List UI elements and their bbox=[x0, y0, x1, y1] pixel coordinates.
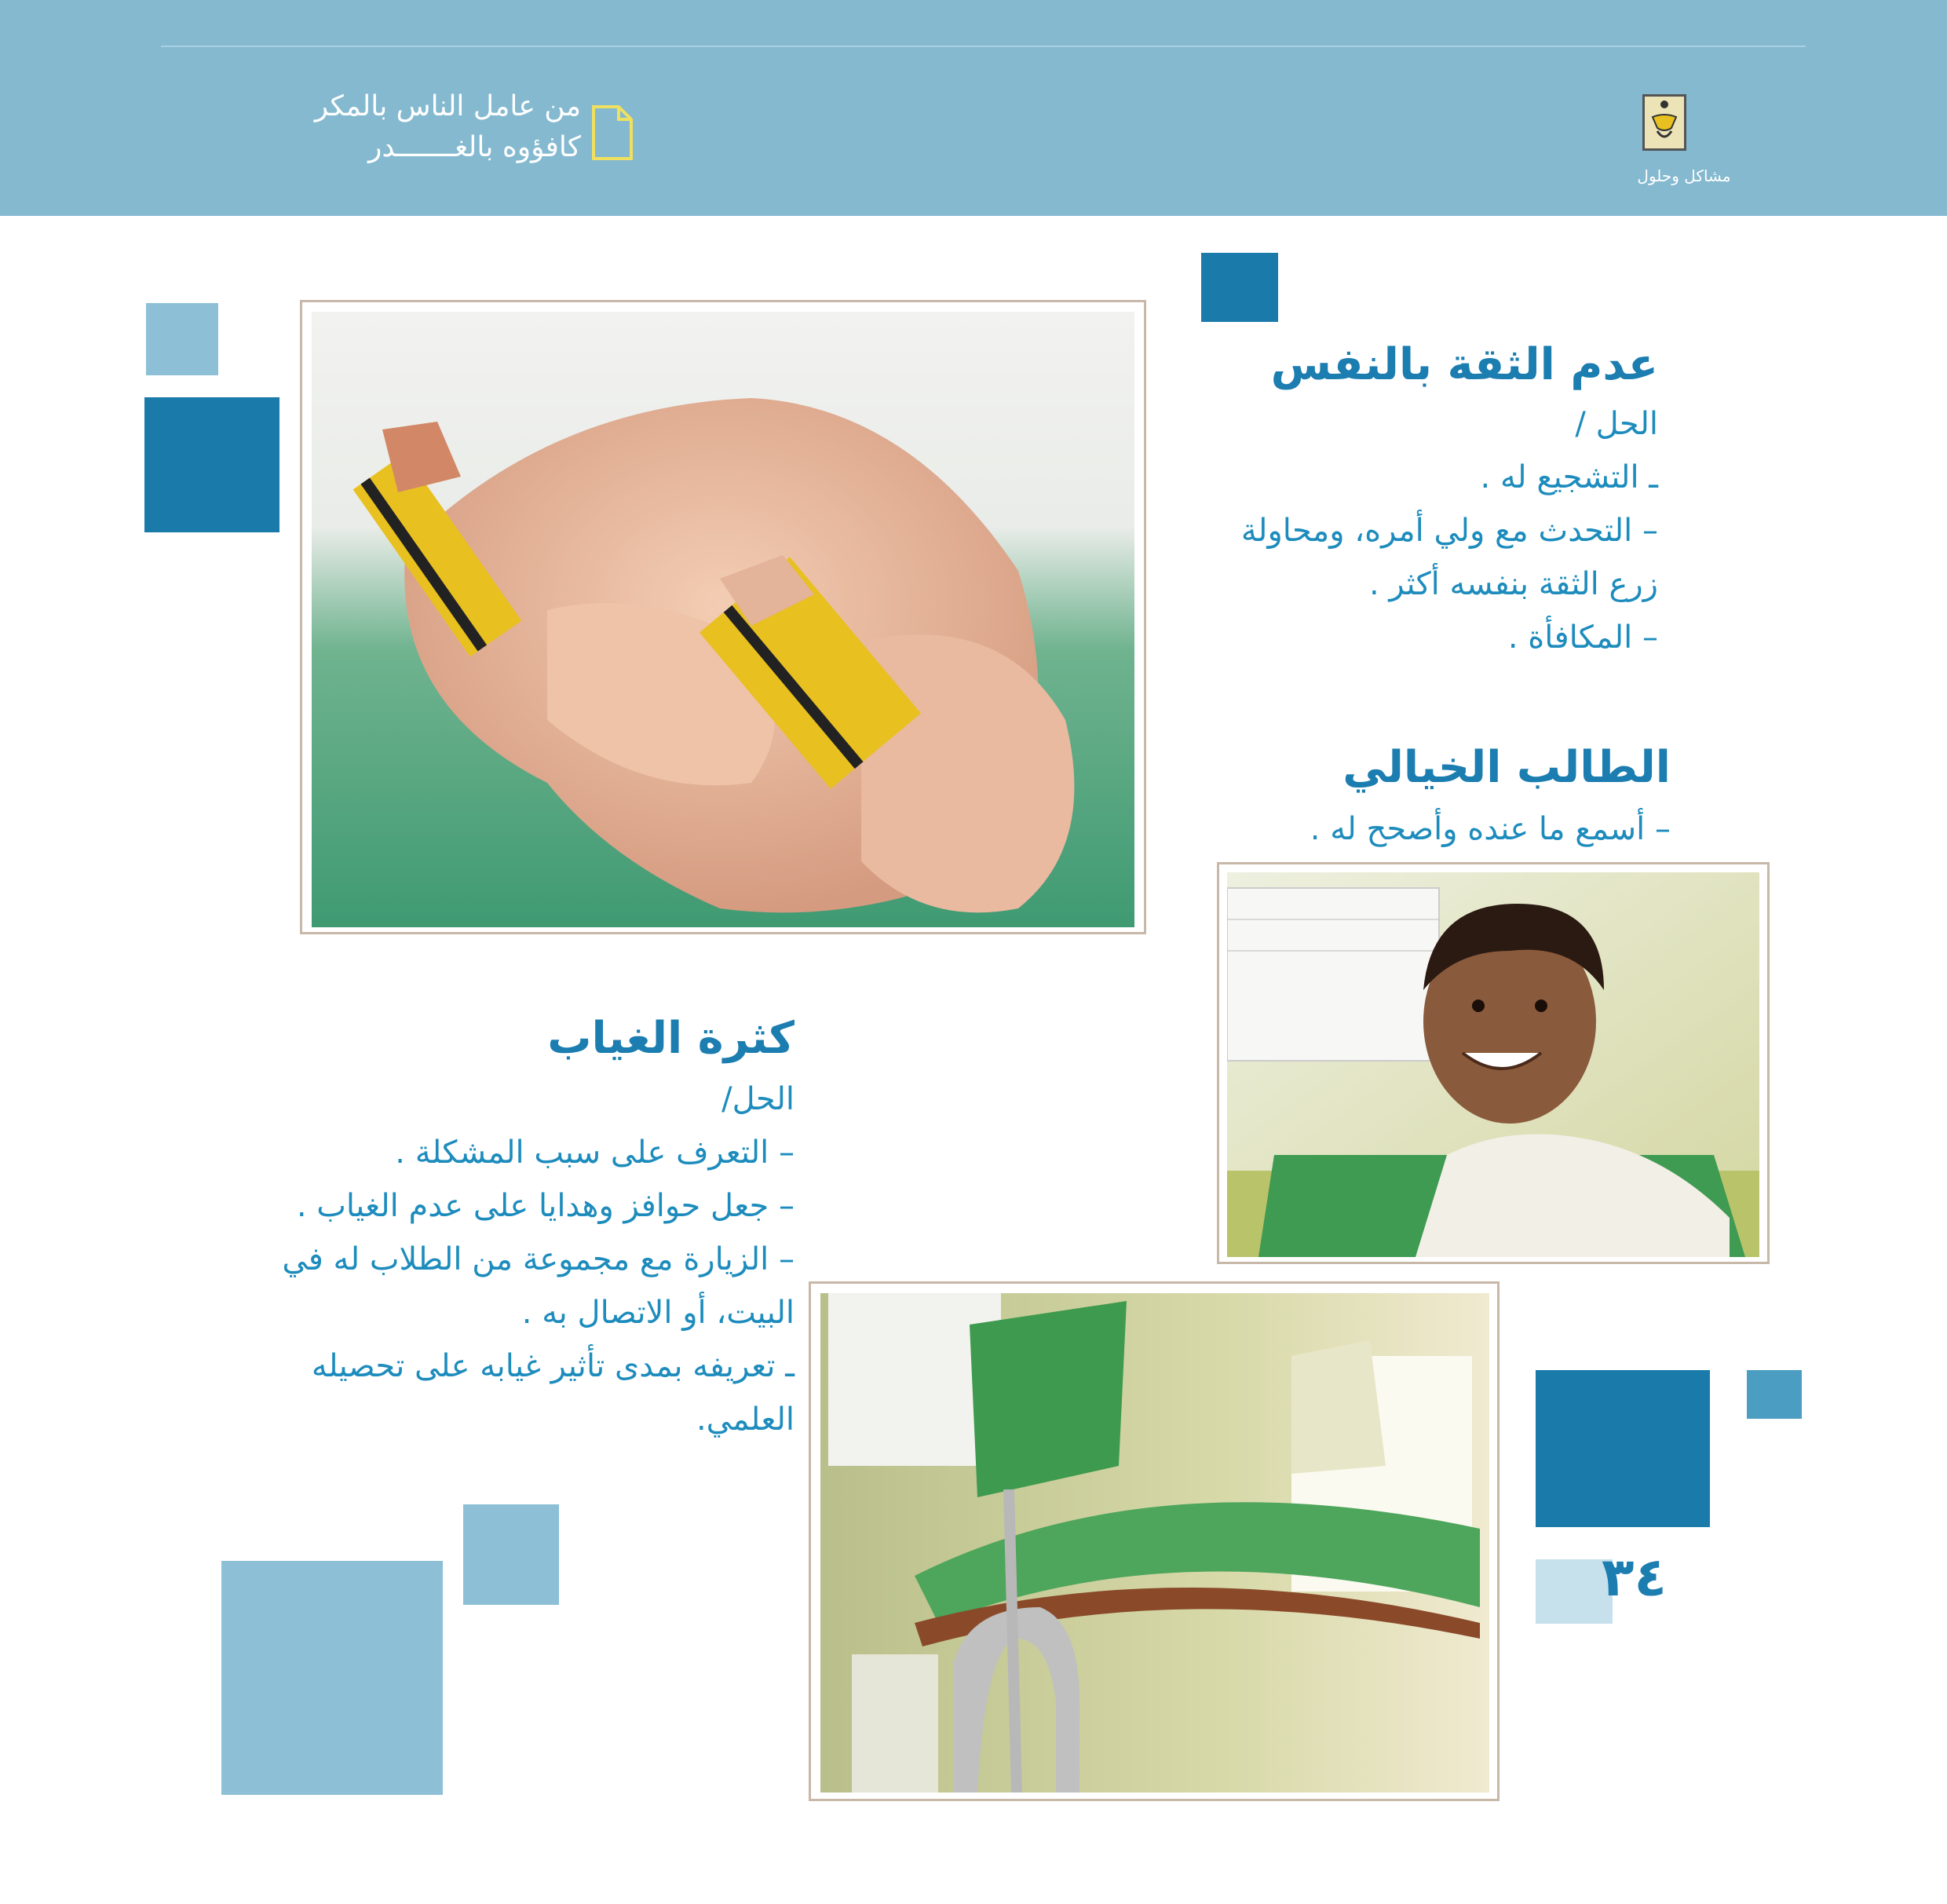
list-item: زرع الثقة بنفسه أكثر . bbox=[1369, 566, 1658, 602]
classroom-photo-image bbox=[820, 1293, 1489, 1793]
section-title-imaginary-student: الطالب الخيالي bbox=[1342, 742, 1671, 793]
document-icon bbox=[590, 104, 634, 162]
list-item: – التحدث مع ولي أمره، ومحاولة bbox=[1240, 513, 1658, 549]
list-item: – أسمع ما عنده وأصحح له . bbox=[1310, 811, 1671, 847]
list-item: – الزيارة مع مجموعة من الطلاب له في bbox=[282, 1241, 795, 1277]
list-item: – التعرف على سبب المشكلة . bbox=[395, 1135, 795, 1171]
pencil-photo-image bbox=[312, 312, 1134, 927]
list-item: – جعل حوافز وهدايا على عدم الغياب . bbox=[296, 1188, 795, 1224]
solution-label: الحل/ bbox=[721, 1081, 795, 1117]
deco-square bbox=[146, 303, 218, 375]
section-absence-body bbox=[282, 1073, 795, 1446]
header-divider bbox=[161, 46, 1806, 47]
solution-label: الحل / bbox=[1575, 406, 1658, 442]
pencil-photo bbox=[300, 300, 1146, 934]
list-item: العلمي. bbox=[696, 1402, 795, 1438]
logo-icon bbox=[1642, 94, 1686, 151]
logo-label: مشاكل وحلول bbox=[1637, 166, 1731, 185]
deco-square bbox=[1747, 1370, 1802, 1419]
section-self-confidence-body bbox=[1241, 397, 1658, 664]
section-imaginary-student-body bbox=[1310, 802, 1671, 856]
deco-square bbox=[463, 1504, 559, 1605]
quote-line-1: من عامل الناس بالمكر bbox=[314, 90, 581, 122]
deco-square bbox=[144, 397, 279, 532]
list-item: البيت، أو الاتصال به . bbox=[521, 1295, 795, 1331]
quote-line-2: كافؤوه بالغـــــــدر bbox=[367, 131, 581, 163]
deco-square bbox=[1201, 253, 1278, 322]
list-item: – المكافأة . bbox=[1507, 619, 1658, 656]
classroom-photo bbox=[809, 1281, 1500, 1801]
student-photo bbox=[1217, 862, 1770, 1264]
section-title-self-confidence: عدم الثقة بالنفس bbox=[1270, 339, 1658, 390]
header-quote bbox=[290, 86, 581, 168]
deco-square bbox=[1536, 1370, 1710, 1527]
section-title-absence: كثرة الغياب bbox=[547, 1013, 795, 1064]
header-band bbox=[0, 0, 1947, 216]
list-item: ـ تعريفه بمدى تأثير غيابه على تحصيله bbox=[311, 1348, 795, 1384]
deco-square bbox=[221, 1561, 443, 1795]
student-photo-image bbox=[1227, 872, 1759, 1257]
page-number: ٣٤ bbox=[1602, 1547, 1668, 1609]
list-item: ـ التشجيع له . bbox=[1480, 459, 1658, 495]
